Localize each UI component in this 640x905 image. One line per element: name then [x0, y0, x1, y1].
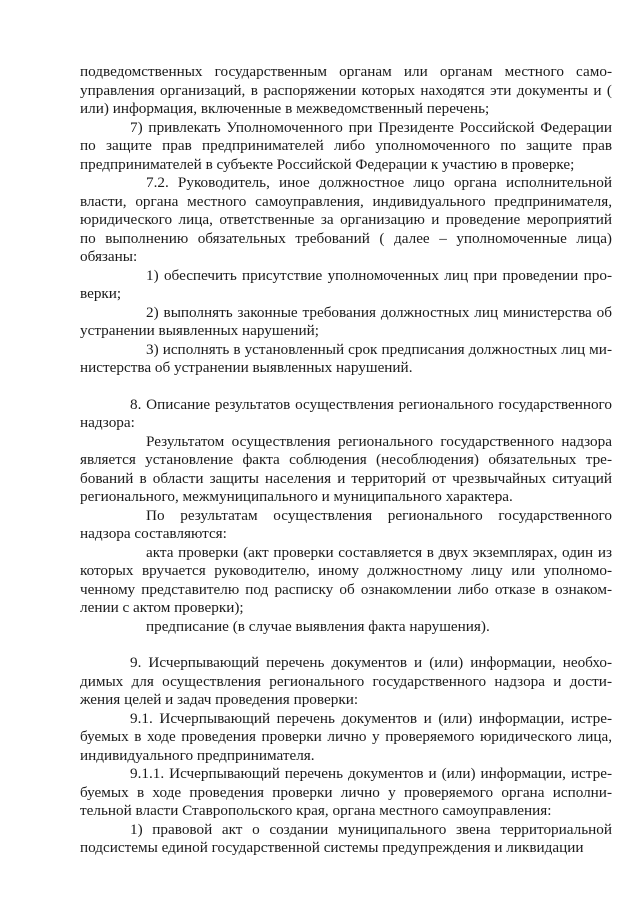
paragraph-item-7: 7) привлекать Уполномоченного при Президенте Российской Федерации по защите прав предпринимателей либо уполномоченного по защите прав предпринимателей в субъекте Российской Федерации к участию в проверке;	[80, 118, 612, 173]
paragraph-7-2: 7.2. Руководитель, иное должностное лицо органа исполнительной власти, органа местного самоуправления, индивидуального предпринимателя, юридического лица, ответственные за организацию и проведение мероприятий по выполнению обязательных требований ( далее – уполномоченные лица) обязаны:	[80, 174, 612, 265]
paragraph-drawn-up: По результатам осуществления регионального государственного надзора составляются:	[80, 506, 612, 542]
paragraph-section-9: 9. Исчерпывающий перечень документов и (или) информации, необходимых для осуществления регионального государственного надзора и достижения целей и задач проведения проверки:	[80, 654, 612, 708]
section-gap	[80, 378, 612, 396]
paragraph-legal-act: 1) правовой акт о создании муниципального звена территориальной подсистемы единой государственной системы предупреждения и ликвидации	[80, 820, 612, 856]
paragraph-section-8: 8. Описание результатов осуществления регионального государственного надзора:	[80, 395, 612, 431]
paragraph-duty-1: 1) обеспечить присутствие уполномоченных лиц при проведении проверки;	[80, 266, 612, 302]
paragraph-duty-3: 3) исполнять в установленный срок предписания должностных лиц министерства об устранении выявленных нарушений.	[80, 340, 612, 376]
document-page	[80, 63, 612, 858]
paragraph-order: предписание (в случае выявления факта нарушения).	[146, 617, 490, 635]
paragraph-9-1: 9.1. Исчерпывающий перечень документов и (или) информации, истребуемых в ходе проведения проверки лично у проверяемого юридического лица, индивидуального предпринимателя.	[80, 709, 612, 764]
section-gap	[80, 636, 612, 654]
paragraph-duty-2: 2) выполнять законные требования должностных лиц министерства об устранении выявленных нарушений;	[80, 303, 612, 339]
paragraph-inspection-act: акта проверки (акт проверки составляется в двух экземплярах, один из которых вручается руководителю, иному должностному лицу или уполномоченному представителю под расписку об ознакомлении либо отказе в ознакомлении с актом проверки);	[80, 543, 612, 616]
paragraph-result: Результатом осуществления регионального государственного надзора является установление факта соблюдения (несоблюдения) обязательных требований в области защиты населения и территорий от чрезвычайных ситуаций регионального, межмуниципального и муниципального характера.	[80, 432, 612, 505]
paragraph-continuation: подведомственных государственным органам или органам местного самоуправления организаций, в распоряжении которых находятся эти документы и ( или) информация, включенные в межведомственный перечень;	[80, 63, 612, 117]
paragraph-9-1-1: 9.1.1. Исчерпывающий перечень документов и (или) информации, истребуемых в ходе проведения проверки лично у проверяемого органа исполнительной власти Ставропольского края, органа местного самоуправления:	[80, 765, 612, 819]
